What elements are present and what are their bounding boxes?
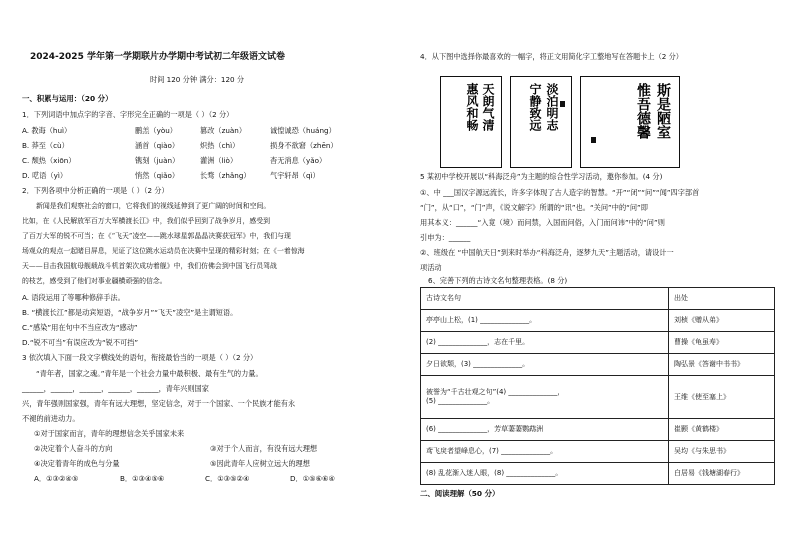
- q1-d-3: 长骛（zhǎng）: [200, 171, 251, 180]
- q5-line: ①、中 ___国汉字源远流长，许多字体现了古人造字的智慧。“开”“闭”“问”“闻”四字部首: [420, 188, 700, 197]
- calligraphy-panel-2: [510, 76, 572, 168]
- q1-c-1: C. 颓热（xiōn）: [22, 156, 76, 165]
- seal-mark-icon: [591, 137, 596, 143]
- table-header-row: [421, 288, 775, 310]
- paper-meta: 时间 120 分钟 满分：120 分: [150, 75, 245, 84]
- calligraphy-column: 淡泊明志: [545, 83, 559, 131]
- poem-line-cell[interactable]: (8) 乱花渐入迷人眼，(8) ______________。: [421, 463, 669, 485]
- table-header-cell: 古诗文名句: [421, 288, 669, 310]
- q1-b-4: 损身不欲窘（zhēn）: [270, 141, 338, 150]
- q5-line: “门”，从“口”，“门”声，《说文解字》所谓的“讯”也。“关问”中的“问”即: [420, 203, 648, 212]
- poem-source-cell: 曹操《龟虽寿》: [669, 332, 775, 354]
- q1-a-1: A. 教诲（huì）: [22, 126, 72, 135]
- q5-line: 用其本义：______“入竟（境）而问禁，入国而问俗，入门而问讳”中的“问”则: [420, 218, 665, 227]
- q3-choice: ②决定着个人奋斗的方向: [34, 444, 113, 453]
- q1-c-2: 镌刻（juàn）: [135, 156, 180, 165]
- q1-b-3: 炽热（chì）: [200, 141, 240, 150]
- calligraphy-column: 天朗气清: [481, 83, 495, 131]
- table-row: [421, 376, 775, 419]
- calligraphy-column: 惠风和畅: [465, 83, 479, 131]
- q3-choice: ③对于个人而言，有没有远大理想: [210, 444, 318, 453]
- poem-line-cell[interactable]: (6) ______________，芳草萋萋鹦鹉洲: [421, 419, 669, 441]
- q1-a-3: 篡改（zuàn）: [200, 126, 247, 135]
- poem-source-cell: 崔颢《黄鹤楼》: [669, 419, 775, 441]
- q3-choice: ⑤因此青年人应树立远大的理想: [210, 459, 310, 468]
- q2-option-c: C.“感染”用在句中不当应改为“感动”: [22, 323, 138, 332]
- poem-line-cell[interactable]: 鸢飞戾者望峰息心，(7) ______________。: [421, 441, 669, 463]
- q4-stem: 4．从下图中选择你最喜欢的一幅字，将正文用简化字工整地写在答题卡上（2 分）: [420, 52, 683, 61]
- q3-text-line: ______，______，______，______，______，青年兴则国家: [22, 384, 209, 393]
- q3-choice: ④决定着青年的成色与分量: [34, 459, 120, 468]
- poem-source-cell: 白居易《钱塘湖春行》: [669, 463, 775, 485]
- q3-answer-a: A．①③②④⑤: [34, 474, 79, 483]
- q3-text-line: “青年者，国家之魂。”青年是一个社会力量中最积极、最有生气的力量。: [36, 369, 263, 378]
- calligraphy-column: 宁静致远: [528, 83, 542, 131]
- q3-text-line: 兴，青年强则国家强，青年有远大理想，坚定信念，对于一个国家、一个民族才能有永: [22, 399, 296, 408]
- q1-a-2: 鹏羔（yòu）: [135, 126, 177, 135]
- seal-mark-icon: [560, 101, 565, 107]
- q1-b-2: 涵首（qiào）: [135, 141, 180, 150]
- q2-option-b: B. “横渡长江”都是动宾短语，“战争岁月”“飞天”凌空”是主谓短语。: [22, 308, 238, 317]
- q3-answer-b: B．①③④⑤⑥: [120, 474, 165, 483]
- calligraphy-panel-1: [440, 76, 502, 168]
- q5-line: ②、班级在 “中国航天日”到来时举办“科海泛舟，逐梦九天”主题活动，请设计一: [420, 248, 674, 257]
- q2-passage-line: 新闻是我们观察社会的窗口，它将我们的视线延伸到了更广阔的时间和空间。: [36, 202, 271, 210]
- poem-source-cell: 王维《使至塞上》: [669, 376, 775, 419]
- q3-answer-c: C．①③⑤②④: [205, 474, 250, 483]
- q2-option-a: A. 语段运用了等哪种修辞手法。: [22, 293, 125, 302]
- q2-passage-line: 场观众的观点一起睹目屏息，见证了这位跳水运动员在决赛中呈现的精彩时刻；在《一着惊海: [22, 247, 305, 255]
- poem-line-cell[interactable]: 被誉为“千古壮观之句”(4) ______________， (5) ______________。: [421, 376, 669, 419]
- calligraphy-column: 惟吾德馨: [635, 83, 651, 139]
- section-1-heading: 一、积累与运用：（20 分）: [22, 94, 113, 103]
- q2-stem: 2．下列各项中分析正确的一项是（ ）（2 分）: [22, 186, 169, 195]
- q3-stem: 3 依次填入下面一段文字横线处的语句，衔接最恰当的一项是（ ）（2 分）: [22, 353, 258, 362]
- q1-d-4: 气宇轩昂（qì）: [270, 171, 320, 180]
- q1-d-2: 悄然（qiǎo）: [135, 171, 180, 180]
- q2-option-d: D.“锐不可当”有误应改为“锐不可挡”: [22, 338, 139, 347]
- q5-line: 项活动: [420, 263, 442, 272]
- q6-stem: 6、完善下列的古诗文名句整理表格。(8 分): [428, 276, 568, 285]
- table-header-cell: 出处: [669, 288, 775, 310]
- poem-source-cell: 吴均《与朱思书》: [669, 441, 775, 463]
- q1-b-1: B. 莽至（cù）: [22, 141, 69, 150]
- q5-stem: 5 某初中学校开展以“科海泛舟”为主题的综合性学习活动，邀你参加。(4 分): [420, 172, 663, 181]
- table-row: [421, 332, 775, 354]
- q3-choice: ①对于国家而言，青年的理想信念关乎国家未来: [34, 429, 185, 438]
- poem-line-cell[interactable]: (2) ______________，志在千里。: [421, 332, 669, 354]
- table-row: [421, 419, 775, 441]
- poem-table: [420, 287, 775, 485]
- poem-source-cell: 陶弘景《答谢中书书》: [669, 354, 775, 376]
- q2-passage-line: 比如，在《人民解放军百万大军横渡长江》中，我们似乎回到了战争岁月，感受到: [22, 217, 271, 225]
- table-row: [421, 463, 775, 485]
- calligraphy-panel-3: [580, 76, 680, 168]
- q1-stem: 1．下列词语中加点字的字音、字形完全正确的一项是（ ）（2 分）: [22, 110, 234, 119]
- q1-a-4: 诚惶诚恐（huáng）: [270, 126, 336, 135]
- q1-d-1: D. 呓语（yì）: [22, 171, 68, 180]
- q2-passage-line: 天——目击我国航母舰载战斗机首架次成功着舰》中，我们仿佛会到中国飞行员驾战: [22, 262, 277, 270]
- poem-line-cell[interactable]: 亭亭山上松，(1) ______________。: [421, 310, 669, 332]
- table-row: [421, 354, 775, 376]
- table-row: [421, 441, 775, 463]
- section-2-heading: 二、阅读理解（50 分）: [420, 489, 500, 498]
- poem-source-cell: 刘桢《赠从弟》: [669, 310, 775, 332]
- paper-title: 2024-2025 学年第一学期联片办学期中考试初二年级语文试卷: [30, 52, 285, 62]
- q5-line: 引申为：______: [420, 233, 471, 242]
- q1-c-3: 灌洲（liò）: [200, 156, 238, 165]
- q1-c-4: 杳无消息（yǎo）: [270, 156, 327, 165]
- calligraphy-column: 斯是陋室: [655, 83, 671, 139]
- q2-passage-line: 的枝艺，感受到了他们对事业疆横顽强的信念。: [22, 277, 167, 285]
- q3-text-line: 不褪的前进动力。: [22, 414, 80, 423]
- q3-answer-d: D．①⑤⑥⑥④: [290, 474, 335, 483]
- table-row: [421, 310, 775, 332]
- poem-line-cell[interactable]: 夕日欲颓，(3) ______________。: [421, 354, 669, 376]
- q2-passage-line: 了百万大军的锐不可当；在《“飞天”凌空——跳水球星郭晶晶决赛获冠军》中，我们与现: [22, 232, 291, 240]
